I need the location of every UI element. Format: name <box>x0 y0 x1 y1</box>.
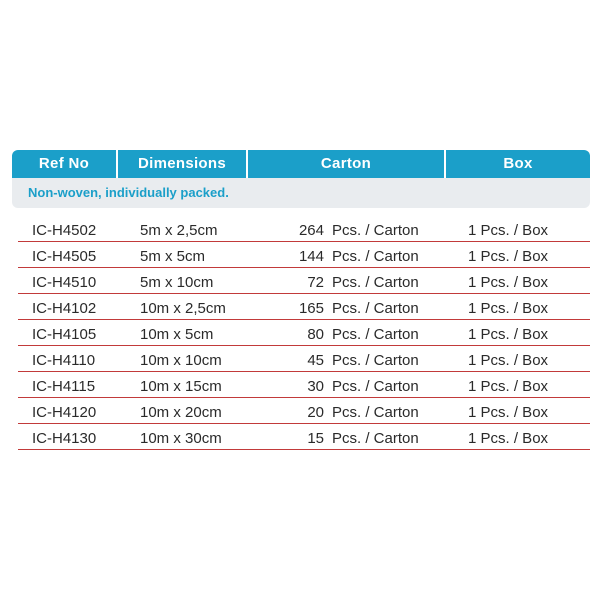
box-cell: 1 Pcs. / Box <box>468 222 549 239</box>
carton-quantity-cell: 15 <box>307 430 324 447</box>
header-ref-no: Ref No <box>38 155 90 172</box>
table-row <box>12 320 590 346</box>
dimensions-cell: 5m x 2,5cm <box>140 222 218 239</box>
table-header <box>12 150 590 178</box>
dimensions-cell: 10m x 10cm <box>140 352 222 369</box>
carton-unit-cell: Pcs. / Carton <box>332 222 419 239</box>
ref-no-cell: IC-H4130 <box>32 430 97 447</box>
dimensions-cell: 10m x 5cm <box>140 326 214 343</box>
table-subheader: Non-woven, individually packed. <box>12 178 590 208</box>
dimensions-cell: 10m x 20cm <box>140 404 222 421</box>
ref-no-cell: IC-H4502 <box>32 222 97 239</box>
box-cell: 1 Pcs. / Box <box>468 430 549 447</box>
carton-quantity-cell: 45 <box>307 352 324 369</box>
dimensions-cell: 5m x 10cm <box>140 274 214 291</box>
header-carton: Carton <box>320 155 372 172</box>
table-row <box>12 398 590 424</box>
table-row <box>12 294 590 320</box>
dimensions-cell: 10m x 2,5cm <box>140 300 226 317</box>
box-cell: 1 Pcs. / Box <box>468 326 549 343</box>
box-cell: 1 Pcs. / Box <box>468 352 549 369</box>
header-dimensions: Dimensions <box>137 155 227 172</box>
header-box: Box <box>503 155 533 172</box>
box-cell: 1 Pcs. / Box <box>468 274 549 291</box>
dimensions-cell: 10m x 30cm <box>140 430 222 447</box>
ref-no-cell: IC-H4505 <box>32 248 97 265</box>
carton-unit-cell: Pcs. / Carton <box>332 326 419 343</box>
table-row <box>12 216 590 242</box>
ref-no-cell: IC-H4102 <box>32 300 97 317</box>
carton-unit-cell: Pcs. / Carton <box>332 430 419 447</box>
carton-unit-cell: Pcs. / Carton <box>332 300 419 317</box>
carton-quantity-cell: 264 <box>298 222 324 239</box>
carton-unit-cell: Pcs. / Carton <box>332 248 419 265</box>
ref-no-cell: IC-H4115 <box>32 378 96 395</box>
box-cell: 1 Pcs. / Box <box>468 300 549 317</box>
carton-quantity-cell: 20 <box>307 404 324 421</box>
carton-quantity-cell: 72 <box>307 274 324 291</box>
carton-unit-cell: Pcs. / Carton <box>332 352 419 369</box>
box-cell: 1 Pcs. / Box <box>468 248 549 265</box>
carton-unit-cell: Pcs. / Carton <box>332 404 419 421</box>
carton-quantity-cell: 30 <box>307 378 324 395</box>
ref-no-cell: IC-H4510 <box>32 274 97 291</box>
ref-no-cell: IC-H4110 <box>32 352 96 369</box>
ref-no-cell: IC-H4120 <box>32 404 97 421</box>
product-table <box>12 150 590 450</box>
box-cell: 1 Pcs. / Box <box>468 404 549 421</box>
dimensions-cell: 5m x 5cm <box>140 248 206 265</box>
table-row <box>12 268 590 294</box>
ref-no-cell: IC-H4105 <box>32 326 97 343</box>
carton-quantity-cell: 165 <box>298 300 324 317</box>
table-row <box>12 346 590 372</box>
table-row <box>12 424 590 450</box>
carton-unit-cell: Pcs. / Carton <box>332 378 419 395</box>
carton-quantity-cell: 80 <box>307 326 324 343</box>
box-cell: 1 Pcs. / Box <box>468 378 549 395</box>
carton-unit-cell: Pcs. / Carton <box>332 274 419 291</box>
table-row <box>12 242 590 268</box>
table-row <box>12 372 590 398</box>
table-body <box>12 216 590 450</box>
dimensions-cell: 10m x 15cm <box>140 378 222 395</box>
carton-quantity-cell: 144 <box>298 248 324 265</box>
